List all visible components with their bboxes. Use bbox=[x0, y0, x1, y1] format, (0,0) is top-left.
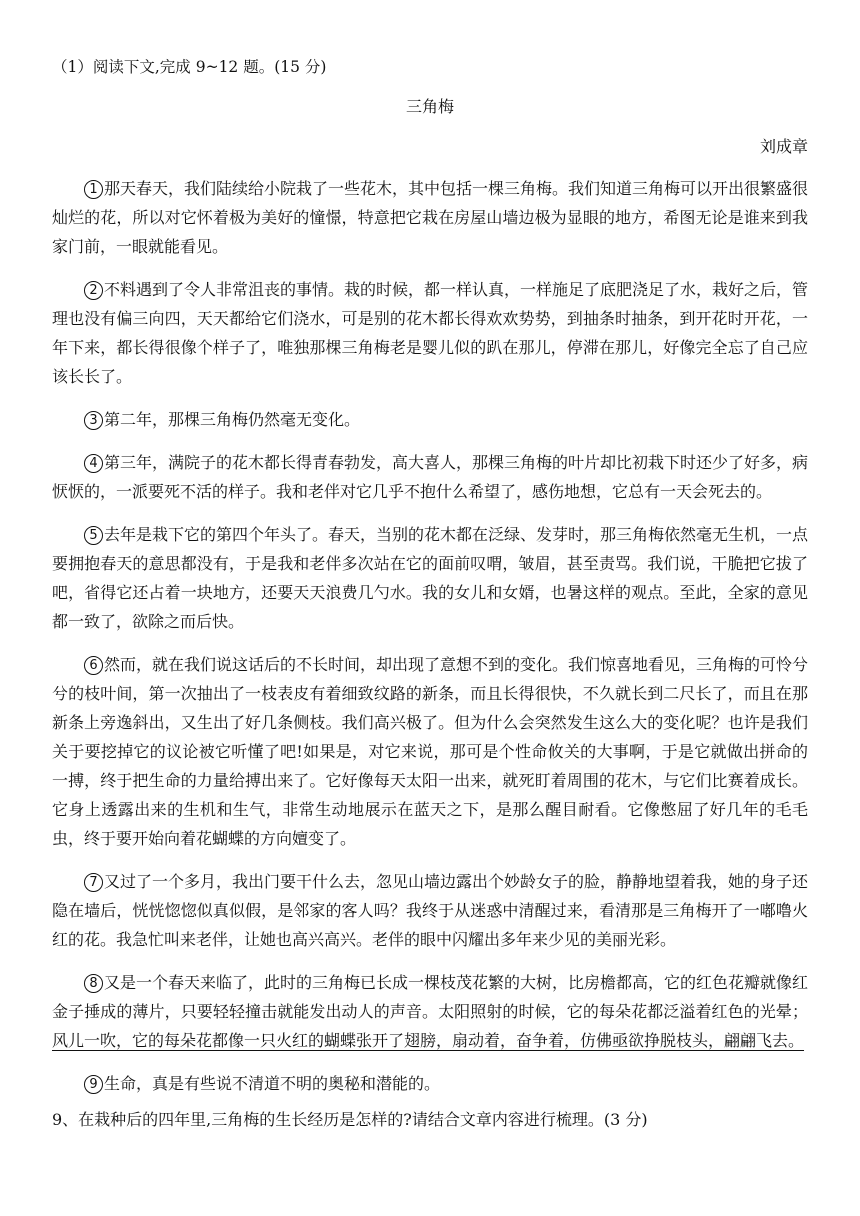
paragraph-text: 那天春天，我们陆续给小院栽了一些花木，其中包括一棵三角梅。我们知道三角梅可以开出很繁盛很灿烂的花，所以对它怀着极为美好的憧憬，特意把它栽在房屋山墙边极为显眼的地方，希图无论是谁来到我家门前，一眼就能看见。 bbox=[52, 179, 809, 256]
paragraph-number: 2 bbox=[84, 281, 103, 300]
paragraph-text: 又过了一个多月，我出门要干什么去，忽见山墙边露出个妙龄女子的脸，静静地望着我，她的身子还隐在墙后，恍恍惚惚似真似假，是邻家的客人吗？我终于从迷惑中清醒过来，看清那是三角梅开了一嘟噜火红的花。我急忙叫来老伴，让她也高兴高兴。老伴的眼中闪耀出多年来少见的美丽光彩。 bbox=[52, 872, 809, 949]
paragraph-number: 8 bbox=[84, 974, 103, 993]
paragraph-number: 1 bbox=[84, 180, 103, 199]
question-9: 9、在栽种后的四年里,三角梅的生长经历是怎样的?请结合文章内容进行梳理。(3 分) bbox=[52, 1110, 648, 1129]
paragraph-number: 3 bbox=[84, 411, 103, 430]
paragraph-number: 6 bbox=[84, 656, 103, 675]
paragraph-7 bbox=[52, 867, 808, 954]
underlined-sentence: 风儿一吹，它的每朵花都像一只火红的蝴蝶张开了翅膀，扇动着，奋争着，仿佛亟欲挣脱枝头，翩翩飞去。 bbox=[52, 1031, 805, 1050]
paragraph-5 bbox=[52, 520, 808, 636]
paragraph-number: 7 bbox=[84, 873, 103, 892]
paragraph-3 bbox=[52, 405, 808, 434]
paragraph-text: 然而，就在我们说这话后的不长时间，却出现了意想不到的变化。我们惊喜地看见，三角梅的可怜兮兮的枝叶间，第一次抽出了一枝表皮有着细致纹路的新条，而且长得很快，不久就长到二尺长了，而且在那新条上旁逸斜出，又生出了好几条侧枝。我们高兴极了。但为什么会突然发生这么大的变化呢？也许是我们关于要挖掉它的议论被它听懂了吧!如果是，对它来说，那可是个性命攸关的大事啊，于是它就做出拼命的一搏，终于把生命的力量给搏出来了。它好像每天太阳一出来，就死盯着周围的花木，与它们比赛着成长。它身上透露出来的生机和生气，非常生动地展示在蓝天之下，是那么醒目耐看。它像憋屈了好几年的毛毛虫，终于要开始向着花蝴蝶的方向嬗变了。 bbox=[52, 655, 809, 848]
paragraph-text: 又是一个春天来临了，此时的三角梅已长成一棵枝茂花繁的大树，比房檐都高，它的红色花瓣就像红金子捶成的薄片，只要轻轻撞击就能发出动人的声音。太阳照射的时候，它的每朵花都泛溢着红色的光晕； bbox=[52, 973, 809, 1021]
paragraph-number: 5 bbox=[84, 526, 103, 545]
paragraph-text: 第二年，那棵三角梅仍然毫无变化。 bbox=[104, 410, 361, 429]
article-title: 三角梅 bbox=[405, 97, 454, 116]
section-intro: （1）阅读下文,完成 9~12 题。(15 分) bbox=[52, 58, 327, 76]
paragraph-number: 9 bbox=[84, 1075, 103, 1094]
paragraph-8 bbox=[52, 968, 808, 1055]
paragraph-4 bbox=[52, 448, 808, 506]
paragraph-1 bbox=[52, 174, 808, 261]
article-author: 刘成章 bbox=[759, 137, 808, 156]
paragraph-6 bbox=[52, 650, 808, 853]
paragraph-text: 生命，真是有些说不清道不明的奥秘和潜能的。 bbox=[104, 1074, 441, 1093]
paragraph-text: 不料遇到了令人非常沮丧的事情。栽的时候，都一样认真，一样施足了底肥浇足了水，栽好之后，管理也没有偏三向四，天天都给它们浇水，可是别的花木都长得欢欢势势，到抽条时抽条，到开花时开花，一年下来，都长得很像个样子了，唯独那棵三角梅老是婴儿似的趴在那儿，停滞在那儿，好像完全忘了自己应该长长了。 bbox=[52, 280, 809, 386]
paragraph-2 bbox=[52, 275, 808, 391]
paragraph-9 bbox=[52, 1069, 808, 1098]
paragraph-number: 4 bbox=[84, 454, 103, 473]
article-body bbox=[52, 174, 808, 1112]
paragraph-text: 第三年，满院子的花木都长得青春勃发，高大喜人，那棵三角梅的叶片却比初栽下时还少了好多，病恹恹的，一派要死不活的样子。我和老伴对它几乎不抱什么希望了，感伤地想，它总有一天会死去的。 bbox=[52, 453, 809, 501]
paragraph-text: 去年是栽下它的第四个年头了。春天，当别的花木都在泛绿、发芽时，那三角梅依然毫无生机，一点要拥抱春天的意思都没有，于是我和老伴多次站在它的面前叹喟，皱眉，甚至责骂。我们说，干脆把它拔了吧，省得它还占着一块地方，还要天天浪费几勺水。我的女儿和女婿，也暑这样的观点。至此，全家的意见都一致了，欲除之而后快。 bbox=[52, 525, 809, 631]
